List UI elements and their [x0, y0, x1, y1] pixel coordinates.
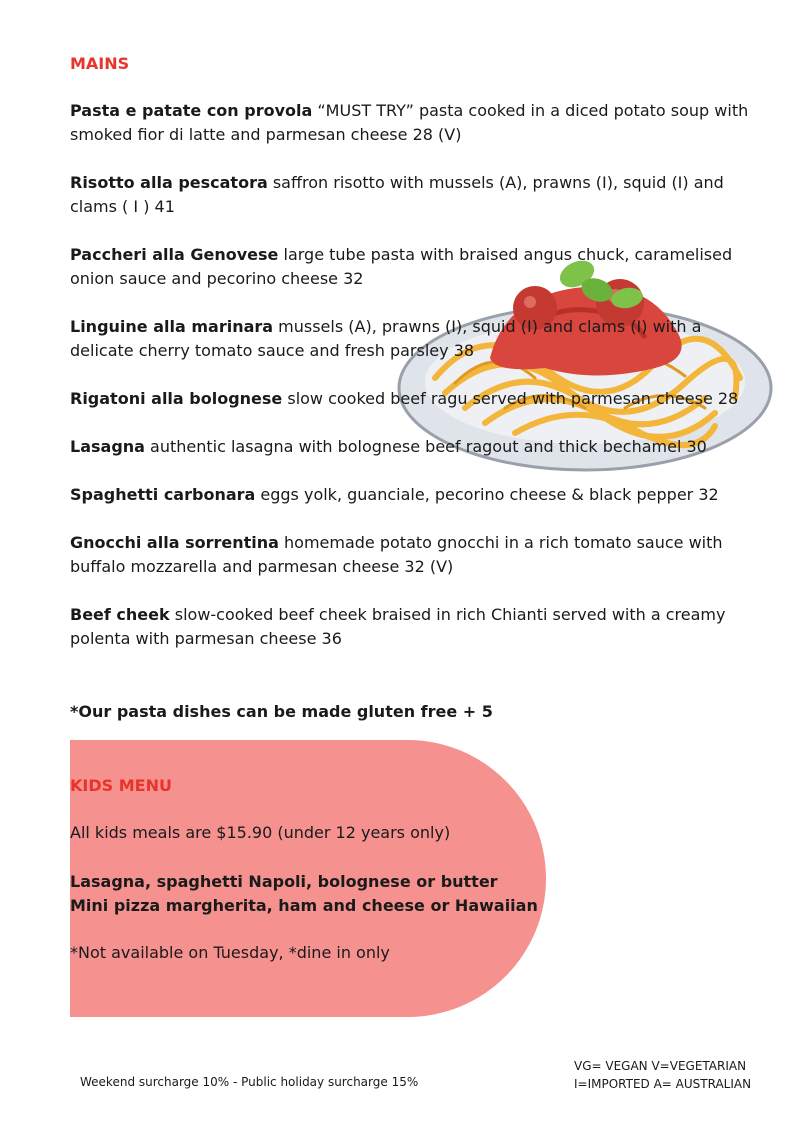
menu-item-name: Paccheri alla Genovese [70, 245, 279, 264]
kids-options-line: Lasagna, spaghetti Napoli, bolognese or butter [70, 872, 498, 891]
menu-item-name: Pasta e patate con provola [70, 101, 313, 120]
menu-item [70, 243, 770, 291]
kids-menu-heading: KIDS MENU [70, 776, 172, 795]
kids-availability-note: *Not available on Tuesday, *dine in only [70, 943, 390, 962]
menu-item-name: Spaghetti carbonara [70, 485, 256, 504]
dietary-legend [574, 1057, 784, 1093]
menu-item [70, 531, 770, 579]
kids-price-note: All kids meals are $15.90 (under 12 years only) [70, 823, 451, 842]
menu-item [70, 483, 770, 507]
menu-item-name: Rigatoni alla bolognese [70, 389, 283, 408]
mains-heading: MAINS [70, 54, 130, 73]
menu-item-name: Linguine alla marinara [70, 317, 274, 336]
menu-item-description: large tube pasta with braised angus chuck, caramelised onion sauce and pecorino cheese 32 [70, 245, 733, 288]
menu-item-description: saffron risotto with mussels (A), prawns (I), squid (I) and clams ( I ) 41 [70, 173, 724, 216]
legend-line: VG= VEGAN V=VEGETARIAN [574, 1059, 747, 1073]
gluten-free-note: *Our pasta dishes can be made gluten free + 5 [70, 702, 493, 721]
surcharge-note: Weekend surcharge 10% - Public holiday surcharge 15% [80, 1075, 419, 1089]
legend-line: I=IMPORTED A= AUSTRALIAN [574, 1077, 752, 1091]
menu-item-description: homemade potato gnocchi in a rich tomato sauce with buffalo mozzarella and parmesan cheese 32 (V) [70, 533, 723, 576]
menu-item-name: Risotto alla pescatora [70, 173, 268, 192]
menu-item-name: Gnocchi alla sorrentina [70, 533, 279, 552]
menu-item-description: authentic lasagna with bolognese beef ragout and thick bechamel 30 [144, 437, 707, 456]
menu-item-description: eggs yolk, guanciale, pecorino cheese & black pepper 32 [255, 485, 719, 504]
menu-item [70, 171, 770, 219]
menu-item [70, 435, 770, 459]
kids-options-line: Mini pizza margherita, ham and cheese or Hawaiian [70, 896, 538, 915]
menu-item [70, 603, 770, 651]
menu-item [70, 315, 770, 363]
menu-item-description: slow cooked beef ragu served with parmesan cheese 28 [282, 389, 739, 408]
menu-item-description: “MUST TRY” pasta cooked in a diced potato soup with smoked fior di latte and parmesan cheese 28 (V) [70, 101, 749, 144]
menu-item-name: Lasagna [70, 437, 145, 456]
menu-item [70, 387, 770, 411]
menu-item-description: mussels (A), prawns (I), squid (I) and clams (I) with a delicate cherry tomato sauce and fresh parsley 38 [70, 317, 702, 360]
menu-item-name: Beef cheek [70, 605, 170, 624]
menu-item [70, 99, 770, 147]
menu-item-description: slow-cooked beef cheek braised in rich Chianti served with a creamy polenta with parmesan cheese 36 [70, 605, 726, 648]
